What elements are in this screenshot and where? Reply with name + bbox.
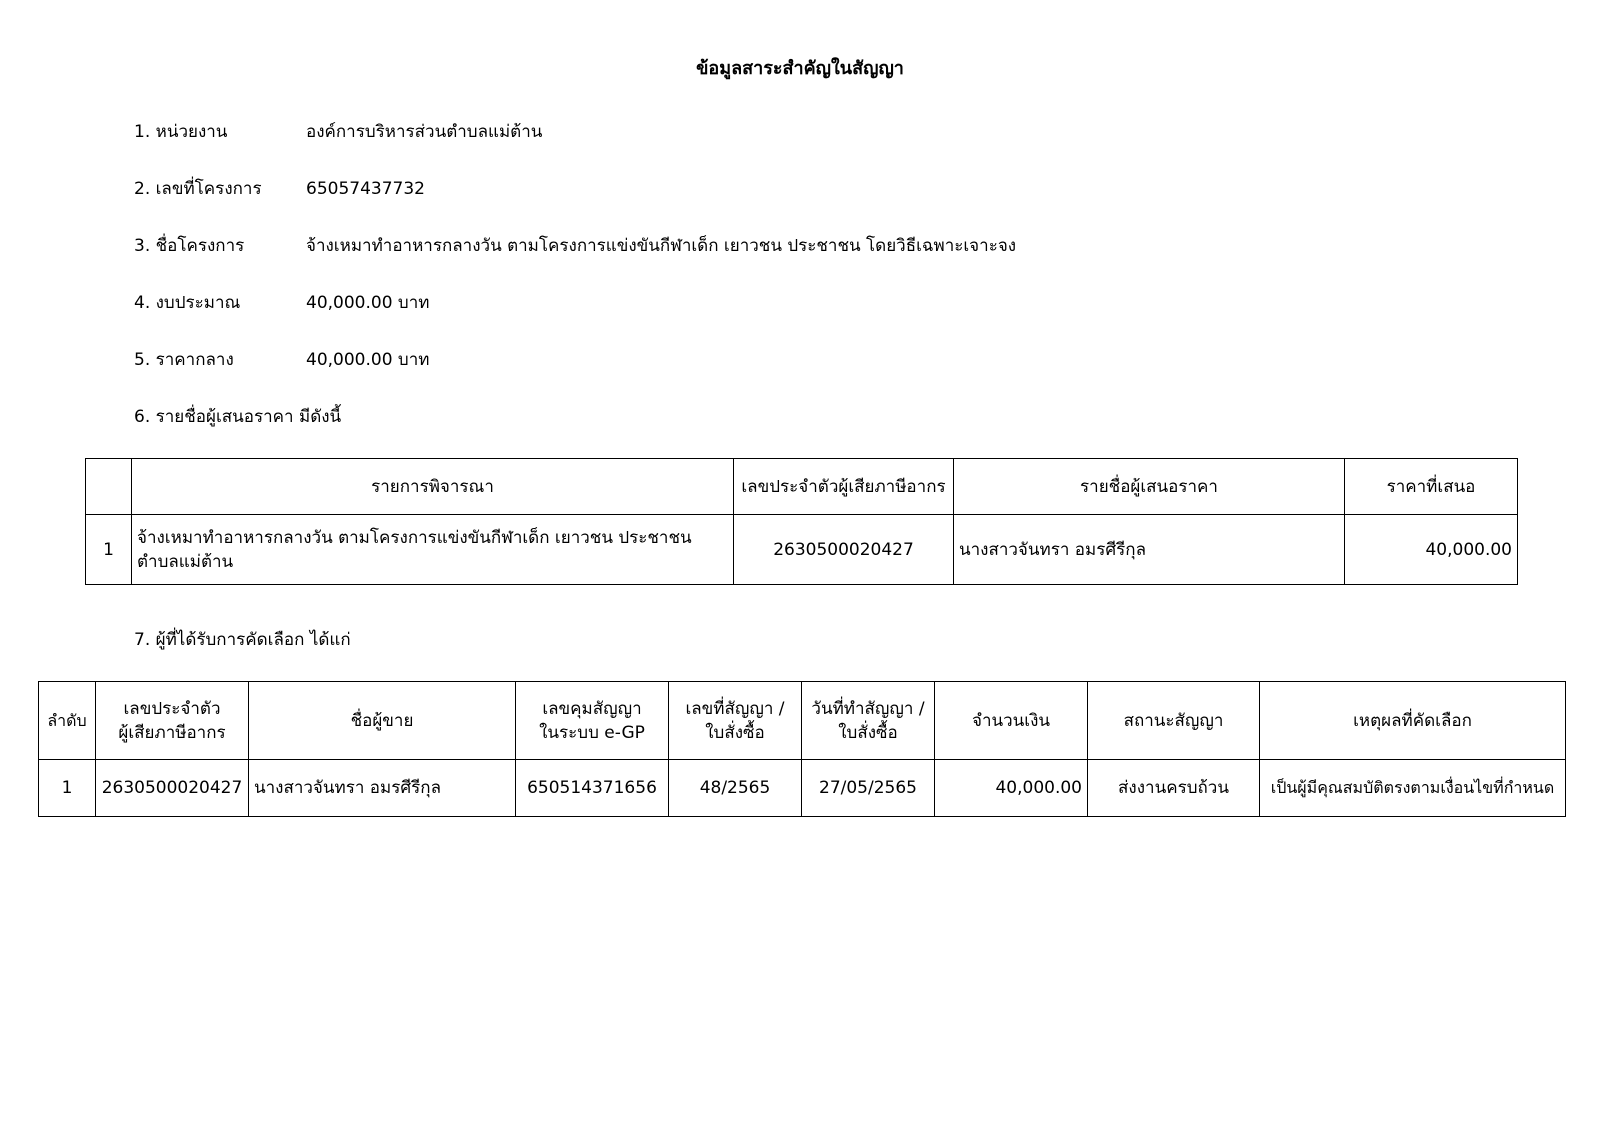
header-contract-number-line-2: ใบสั่งซื้อ — [705, 722, 765, 743]
bidders-section-label: 6. รายชื่อผู้เสนอราคา มีดังนี้ — [134, 407, 342, 427]
header-status: สถานะสัญญา — [1088, 682, 1260, 760]
table-header-row — [39, 682, 1566, 760]
info-row-project-name — [134, 233, 1016, 259]
header-contract-date-line-2: ใบสั่งซื้อ — [838, 722, 898, 743]
info-value: 40,000.00 บาท — [306, 293, 430, 313]
cell-bidder-name: นางสาวจันทรา อมรศีรีกุล — [954, 515, 1345, 585]
info-value: 65057437732 — [306, 179, 425, 199]
cell-item: จ้างเหมาทำอาหารกลางวัน ตามโครงการแข่งขันกีฬาเด็ก เยาวชน ประชาชน ตำบลแม่ต้าน — [132, 515, 734, 585]
cell-tax-id: 2630500020427 — [734, 515, 954, 585]
header-item: รายการพิจารณา — [132, 459, 734, 515]
winners-table — [38, 681, 1566, 817]
info-label: 5. ราคากลาง — [134, 350, 234, 370]
info-label: 2. เลขที่โครงการ — [134, 179, 262, 199]
info-label: 1. หน่วยงาน — [134, 122, 228, 142]
header-contract-number — [669, 682, 802, 760]
header-control-number — [516, 682, 669, 760]
cell-status: ส่งงานครบถ้วน — [1088, 760, 1260, 817]
header-contract-date-line-1: วันที่ทำสัญญา / — [811, 698, 925, 719]
cell-contract-number: 48/2565 — [669, 760, 802, 817]
header-contract-date — [802, 682, 935, 760]
table-row — [39, 760, 1566, 817]
header-no — [86, 459, 132, 515]
winners-section-label: 7. ผู้ที่ได้รับการคัดเลือก ได้แก่ — [134, 630, 351, 650]
header-tax-id — [96, 682, 249, 760]
cell-contract-date: 27/05/2565 — [802, 760, 935, 817]
header-control-number-line-2: ในระบบ e-GP — [539, 722, 645, 743]
header-tax-id-line-2: ผู้เสียภาษีอากร — [118, 722, 226, 743]
table-header-row — [86, 459, 1518, 515]
header-amount: จำนวนเงิน — [935, 682, 1088, 760]
cell-seller: นางสาวจันทรา อมรศีรีกุล — [249, 760, 516, 817]
cell-tax-id: 2630500020427 — [96, 760, 249, 817]
header-control-number-line-1: เลขคุมสัญญา — [542, 698, 642, 719]
info-row-agency — [134, 119, 542, 145]
table-row — [86, 515, 1518, 585]
document-title: ข้อมูลสาระสำคัญในสัญญา — [696, 58, 904, 79]
cell-reason: เป็นผู้มีคุณสมบัติตรงตามเงื่อนไขที่กำหนด — [1260, 760, 1566, 817]
info-label: 3. ชื่อโครงการ — [134, 236, 245, 256]
cell-offered-price: 40,000.00 — [1345, 515, 1518, 585]
info-row-budget — [134, 290, 429, 316]
info-row-project-number — [134, 176, 425, 202]
cell-no: 1 — [86, 515, 132, 585]
header-seller: ชื่อผู้ขาย — [249, 682, 516, 760]
header-offered-price: ราคาที่เสนอ — [1345, 459, 1518, 515]
header-tax-id: เลขประจำตัวผู้เสียภาษีอากร — [734, 459, 954, 515]
info-row-median-price — [134, 347, 429, 373]
header-reason: เหตุผลที่คัดเลือก — [1260, 682, 1566, 760]
info-value: องค์การบริหารส่วนตำบลแม่ต้าน — [306, 122, 543, 142]
info-label: 4. งบประมาณ — [134, 293, 241, 313]
header-no: ลำดับ — [39, 682, 96, 760]
cell-control-number: 650514371656 — [516, 760, 669, 817]
bidders-table — [85, 458, 1518, 585]
header-tax-id-line-1: เลขประจำตัว — [123, 698, 221, 719]
info-value: 40,000.00 บาท — [306, 350, 430, 370]
header-contract-number-line-1: เลขที่สัญญา / — [685, 698, 785, 719]
cell-amount: 40,000.00 — [935, 760, 1088, 817]
cell-no: 1 — [39, 760, 96, 817]
info-value: จ้างเหมาทำอาหารกลางวัน ตามโครงการแข่งขันกีฬาเด็ก เยาวชน ประชาชน โดยวิธีเฉพาะเจาะจง — [306, 236, 1017, 256]
header-bidder-name: รายชื่อผู้เสนอราคา — [954, 459, 1345, 515]
